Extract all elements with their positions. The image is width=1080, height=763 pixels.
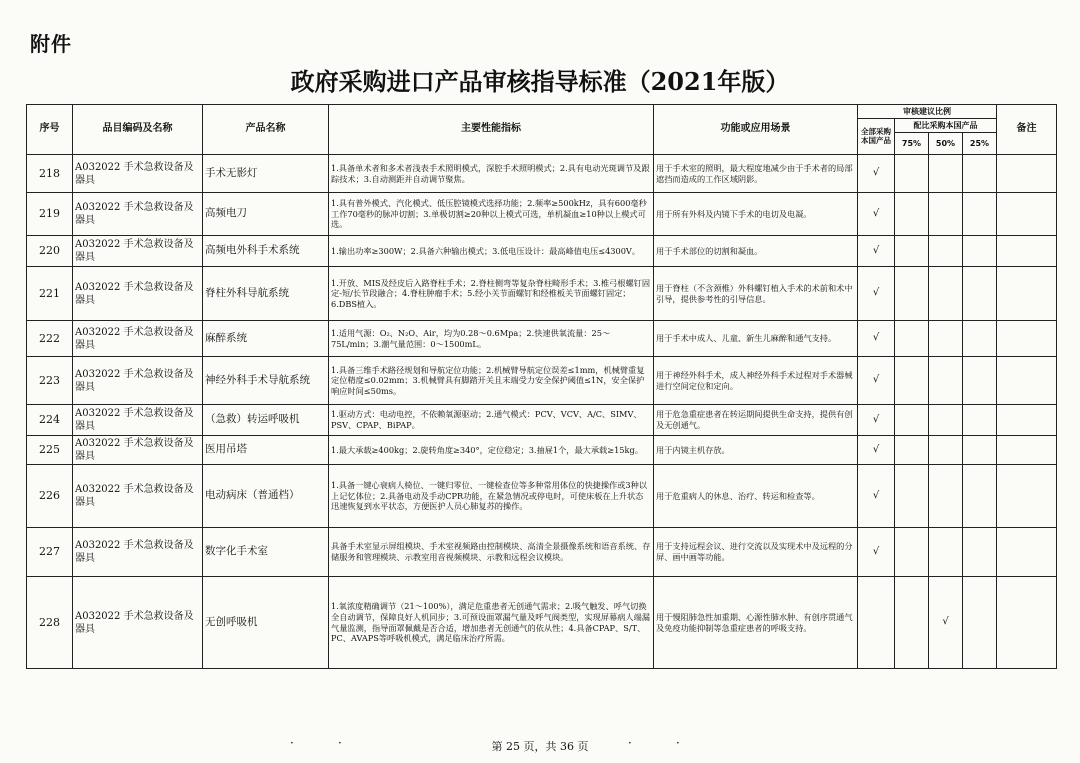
row-seq: 222 bbox=[27, 321, 73, 357]
row-ratio-75 bbox=[895, 528, 929, 577]
row-spec: 1.适用气源：O₂、N₂O、Air，均为0.28～0.6Mpa；2.快速供氧流量：25～75L/min；3.潮气量范围：0～1500mL。 bbox=[329, 321, 654, 357]
row-use: 用于慢阻肺急性加重期、心源性肺水肿、有创序贯通气及免疫功能抑制等急重症患者的呼吸支持。 bbox=[654, 577, 858, 669]
row-ratio-25 bbox=[963, 405, 997, 436]
row-code: A032022 手术急救设备及器具 bbox=[73, 577, 203, 669]
row-remark bbox=[997, 465, 1057, 528]
row-seq: 226 bbox=[27, 465, 73, 528]
header-p50: 50% bbox=[929, 133, 963, 155]
row-code: A032022 手术急救设备及器具 bbox=[73, 436, 203, 465]
row-spec: 1.驱动方式：电动电控，不依赖氧源驱动；2.通气模式：PCV、VCV、A/C、SIMV、PSV、CPAP、BiPAP。 bbox=[329, 405, 654, 436]
header-use: 功能或应用场景 bbox=[654, 105, 858, 155]
row-use: 用于手术室的照明，最大程度地减少由于手术者的局部遮挡而造成的工作区域阴影。 bbox=[654, 155, 858, 193]
table-row bbox=[27, 155, 1057, 193]
row-ratio-full: √ bbox=[858, 436, 895, 465]
row-use: 用于所有外科及内镜下手术的电切及电凝。 bbox=[654, 193, 858, 236]
row-use: 用于手术中成人、儿童、新生儿麻醉和通气支持。 bbox=[654, 321, 858, 357]
row-spec: 1.开放、MIS及经皮后入路脊柱手术；2.脊柱侧弯等复杂脊柱畸形手术；3.椎弓根螺钉固定-短/长节段融合；4.脊柱肿瘤手术；5.经小关节面螺钉和经椎板关节面螺钉固定；6.DBS植入。 bbox=[329, 267, 654, 321]
row-seq: 218 bbox=[27, 155, 73, 193]
row-ratio-full bbox=[858, 577, 895, 669]
row-ratio-50 bbox=[929, 321, 963, 357]
row-remark bbox=[997, 528, 1057, 577]
row-product-name: 高频电外科手术系统 bbox=[203, 236, 329, 267]
row-code: A032022 手术急救设备及器具 bbox=[73, 155, 203, 193]
row-code: A032022 手术急救设备及器具 bbox=[73, 528, 203, 577]
row-remark bbox=[997, 193, 1057, 236]
row-ratio-50 bbox=[929, 236, 963, 267]
document-title: 政府采购进口产品审核指导标准（2021年版） bbox=[290, 67, 790, 96]
row-seq: 227 bbox=[27, 528, 73, 577]
row-use: 用于支持远程会议、进行交流以及实现术中及远程的分屏、画中画等功能。 bbox=[654, 528, 858, 577]
row-use: 用于手术部位的切割和凝血。 bbox=[654, 236, 858, 267]
row-ratio-25 bbox=[963, 267, 997, 321]
header-ratio-group: 审核建议比例 bbox=[858, 105, 997, 119]
scan-dot: · bbox=[290, 736, 294, 750]
row-spec: 1.具备单术者和多术者浅表手术照明模式，深腔手术照明模式；2.具有电动光斑调节及跟踪技术；3.自动测距并自动调节聚焦。 bbox=[329, 155, 654, 193]
row-ratio-full: √ bbox=[858, 236, 895, 267]
row-spec: 1.具有普外模式、汽化模式、低压腔镜模式选择功能；2.频率≥500kHz，具有600毫秒工作70毫秒的脉冲切割；3.单极切割≥20种以上模式可选，单机凝血≥10种以上模式可选。 bbox=[329, 193, 654, 236]
scan-dot: · bbox=[628, 736, 632, 750]
row-product-name: 数字化手术室 bbox=[203, 528, 329, 577]
row-seq: 225 bbox=[27, 436, 73, 465]
row-remark bbox=[997, 155, 1057, 193]
row-seq: 220 bbox=[27, 236, 73, 267]
row-spec: 1.最大承载≥400kg；2.旋转角度≥340°，定位稳定；3.抽屉1个，最大承载≥15kg。 bbox=[329, 436, 654, 465]
row-seq: 219 bbox=[27, 193, 73, 236]
row-product-name: 麻醉系统 bbox=[203, 321, 329, 357]
row-spec: 1.输出功率≥300W；2.具备六种输出模式；3.低电压设计：最高峰值电压≤4300V。 bbox=[329, 236, 654, 267]
row-remark bbox=[997, 577, 1057, 669]
row-ratio-25 bbox=[963, 436, 997, 465]
row-code: A032022 手术急救设备及器具 bbox=[73, 267, 203, 321]
header-spec: 主要性能指标 bbox=[329, 105, 654, 155]
header-p75: 75% bbox=[895, 133, 929, 155]
row-ratio-full: √ bbox=[858, 528, 895, 577]
scan-dot: · bbox=[338, 736, 342, 750]
row-ratio-75 bbox=[895, 405, 929, 436]
row-ratio-50: √ bbox=[929, 577, 963, 669]
row-code: A032022 手术急救设备及器具 bbox=[73, 193, 203, 236]
row-ratio-75 bbox=[895, 155, 929, 193]
standards-table bbox=[26, 104, 1057, 669]
row-product-name: 无创呼吸机 bbox=[203, 577, 329, 669]
row-ratio-full: √ bbox=[858, 465, 895, 528]
table-row bbox=[27, 528, 1057, 577]
row-ratio-full: √ bbox=[858, 267, 895, 321]
row-product-name: 医用吊塔 bbox=[203, 436, 329, 465]
row-use: 用于神经外科手术，成人神经外科手术过程对手术器械进行空间定位和定向。 bbox=[654, 357, 858, 405]
row-ratio-50 bbox=[929, 193, 963, 236]
row-ratio-50 bbox=[929, 155, 963, 193]
row-ratio-75 bbox=[895, 267, 929, 321]
row-ratio-25 bbox=[963, 155, 997, 193]
row-code: A032022 手术急救设备及器具 bbox=[73, 321, 203, 357]
row-product-name: （急救）转运呼吸机 bbox=[203, 405, 329, 436]
table-body bbox=[27, 155, 1057, 669]
row-seq: 221 bbox=[27, 267, 73, 321]
row-ratio-50 bbox=[929, 267, 963, 321]
header-code: 品目编码及名称 bbox=[73, 105, 203, 155]
row-ratio-full: √ bbox=[858, 405, 895, 436]
row-product-name: 神经外科手术导航系统 bbox=[203, 357, 329, 405]
header-seq: 序号 bbox=[27, 105, 73, 155]
row-use: 用于内镜主机存放。 bbox=[654, 436, 858, 465]
row-code: A032022 手术急救设备及器具 bbox=[73, 405, 203, 436]
header-partial-group: 配比采购本国产品 bbox=[895, 119, 997, 133]
row-ratio-full: √ bbox=[858, 193, 895, 236]
row-ratio-50 bbox=[929, 405, 963, 436]
row-code: A032022 手术急救设备及器具 bbox=[73, 357, 203, 405]
row-ratio-50 bbox=[929, 465, 963, 528]
row-use: 用于脊柱（不含颈椎）外科螺钉植入手术的术前和术中引导，提供参考性的引导信息。 bbox=[654, 267, 858, 321]
table-row bbox=[27, 465, 1057, 528]
row-spec: 1.氧浓度精确调节（21～100%），满足危重患者无创通气需求；2.吸气触发、呼气切换全自动调节，保障良好人机同步；3.可预设面罩漏气量及呼气阀类型，实现屏幕病人端漏气量监测，指导面罩佩戴是否合适，增加患者无创通气的依从性；4.具备CPAP、S/T、PC、AVAPS等呼吸机模式，满足临床治疗所需。 bbox=[329, 577, 654, 669]
table-row bbox=[27, 405, 1057, 436]
row-ratio-25 bbox=[963, 528, 997, 577]
row-ratio-full: √ bbox=[858, 321, 895, 357]
table-row bbox=[27, 577, 1057, 669]
row-spec: 1.具备三维手术路径规划和导航定位功能；2.机械臂导航定位误差≤1mm，机械臂重复定位精度≤0.02mm；3.机械臂具有脚踏开关且末端受力安全保护阈值≤1N，安全保护响应时间≤50ms。 bbox=[329, 357, 654, 405]
row-ratio-50 bbox=[929, 357, 963, 405]
row-ratio-50 bbox=[929, 436, 963, 465]
row-ratio-75 bbox=[895, 357, 929, 405]
row-ratio-75 bbox=[895, 577, 929, 669]
header-full-purchase: 全部采购本国产品 bbox=[858, 119, 895, 155]
row-ratio-50 bbox=[929, 528, 963, 577]
row-spec: 具备手术室显示屏组模块、手术室视频路由控制模块、高清全景摄像系统和语音系统、存储服务和管理模块、示教室用音视频模块、示教和远程会议模块。 bbox=[329, 528, 654, 577]
table-row bbox=[27, 236, 1057, 267]
table-row bbox=[27, 193, 1057, 236]
row-product-name: 脊柱外科导航系统 bbox=[203, 267, 329, 321]
header-remark: 备注 bbox=[997, 105, 1057, 155]
attachment-label: 附件 bbox=[30, 32, 72, 56]
row-ratio-full: √ bbox=[858, 155, 895, 193]
row-ratio-75 bbox=[895, 321, 929, 357]
row-remark bbox=[997, 321, 1057, 357]
row-remark bbox=[997, 436, 1057, 465]
table-row bbox=[27, 321, 1057, 357]
row-remark bbox=[997, 357, 1057, 405]
row-product-name: 电动病床（普通档） bbox=[203, 465, 329, 528]
row-ratio-25 bbox=[963, 321, 997, 357]
table-row bbox=[27, 357, 1057, 405]
row-product-name: 高频电刀 bbox=[203, 193, 329, 236]
row-ratio-25 bbox=[963, 357, 997, 405]
row-code: A032022 手术急救设备及器具 bbox=[73, 236, 203, 267]
row-seq: 223 bbox=[27, 357, 73, 405]
table-row bbox=[27, 436, 1057, 465]
row-seq: 224 bbox=[27, 405, 73, 436]
row-ratio-75 bbox=[895, 465, 929, 528]
row-ratio-75 bbox=[895, 436, 929, 465]
row-ratio-25 bbox=[963, 193, 997, 236]
row-ratio-25 bbox=[963, 236, 997, 267]
row-use: 用于危急重症患者在转运期间提供生命支持，提供有创及无创通气。 bbox=[654, 405, 858, 436]
row-code: A032022 手术急救设备及器具 bbox=[73, 465, 203, 528]
row-product-name: 手术无影灯 bbox=[203, 155, 329, 193]
row-seq: 228 bbox=[27, 577, 73, 669]
table-row bbox=[27, 267, 1057, 321]
header-product: 产品名称 bbox=[203, 105, 329, 155]
row-remark bbox=[997, 405, 1057, 436]
row-ratio-75 bbox=[895, 193, 929, 236]
row-ratio-25 bbox=[963, 465, 997, 528]
row-use: 用于危重病人的休息、治疗、转运和检查等。 bbox=[654, 465, 858, 528]
header-p25: 25% bbox=[963, 133, 997, 155]
scan-dot: · bbox=[676, 736, 680, 750]
row-ratio-75 bbox=[895, 236, 929, 267]
row-ratio-full: √ bbox=[858, 357, 895, 405]
row-spec: 1.具备一键心衰病人椅位、一键归零位、一键检查位等多种常用体位的快捷操作或3种以上记忆体位；2.具备电动及手动CPR功能，在紧急情况或停电时，可使床板在上升状态迅速恢复到水平状态，方便医护人员心肺复苏的操作。 bbox=[329, 465, 654, 528]
row-ratio-25 bbox=[963, 577, 997, 669]
row-remark bbox=[997, 236, 1057, 267]
page-footer: 第 25 页，共 36 页 bbox=[491, 740, 589, 753]
row-remark bbox=[997, 267, 1057, 321]
